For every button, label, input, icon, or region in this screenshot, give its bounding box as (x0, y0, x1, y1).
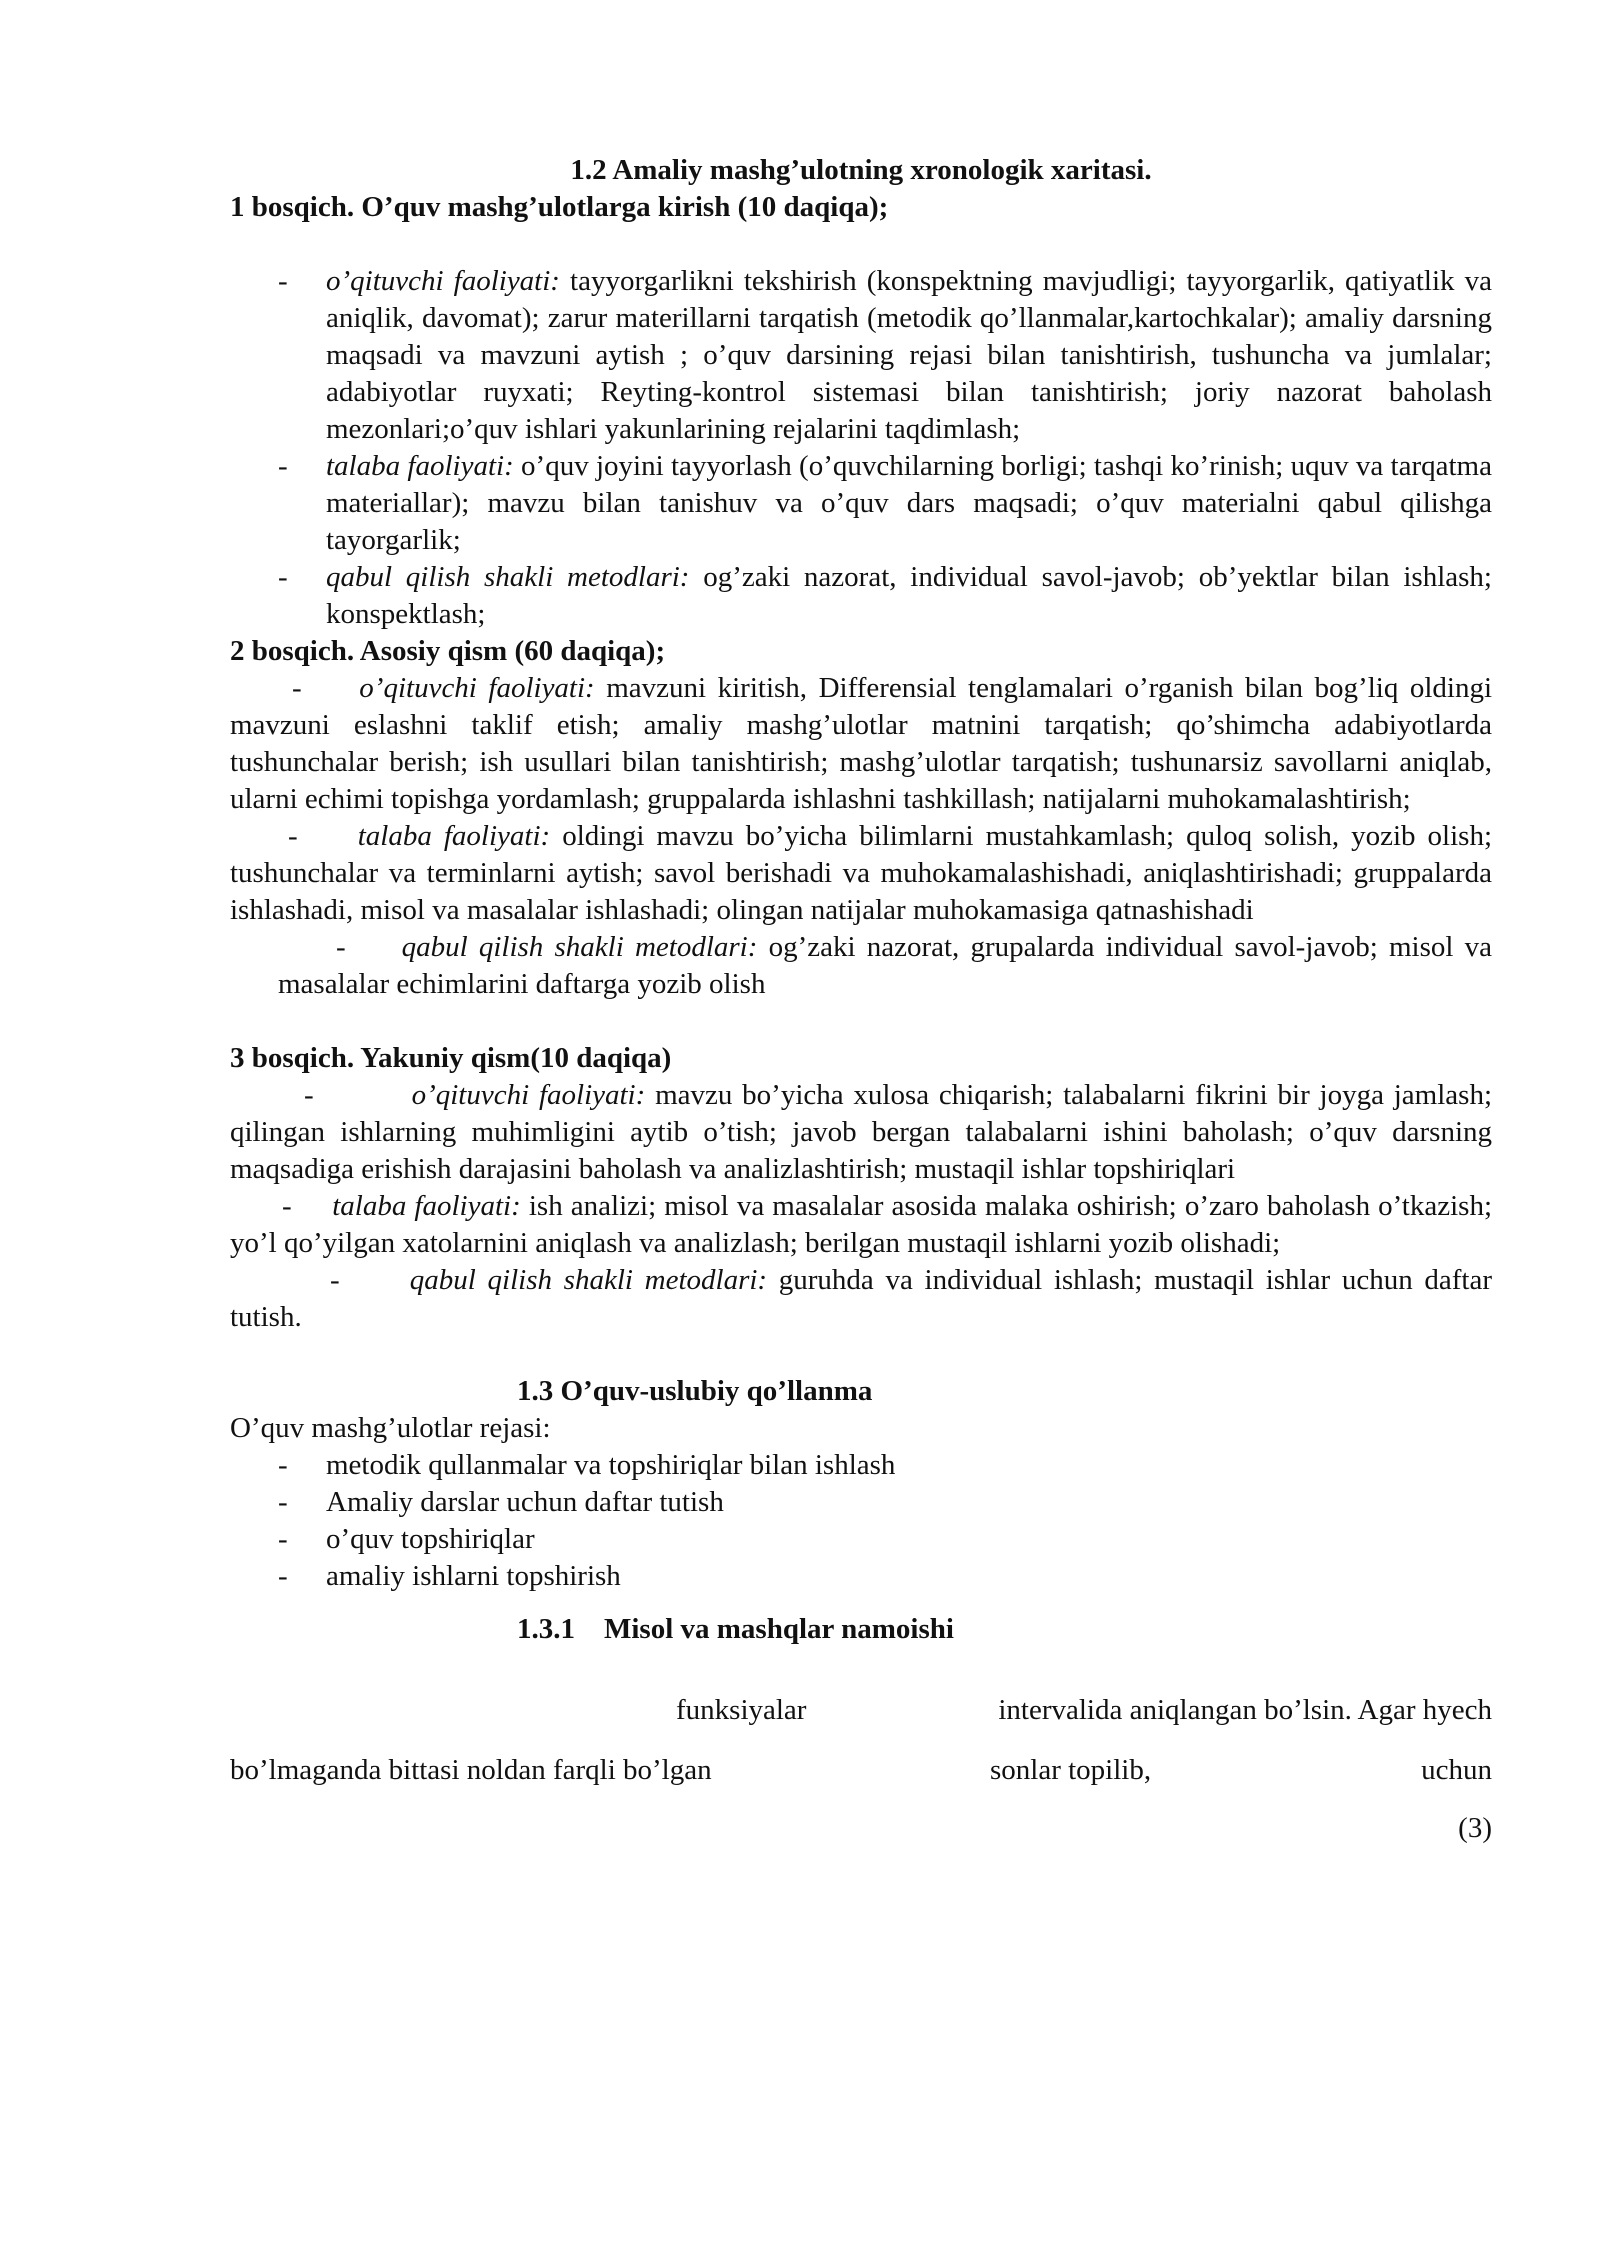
example-line-1 (230, 1692, 1492, 1729)
stage3-item-methods (230, 1262, 1492, 1336)
item-label: qabul qilish shakli metodlari: (409, 1264, 768, 1296)
section-title: Misol va mashqlar namoishi (604, 1613, 954, 1645)
dash-marker: - (304, 1079, 314, 1111)
dash-marker: - (278, 1486, 288, 1518)
item-label: qabul qilish shakli metodlari: (326, 561, 690, 593)
item-label: talaba faoliyati: (326, 450, 514, 482)
plan-item (230, 1558, 1492, 1595)
dash-marker: - (278, 1523, 288, 1555)
item-text: tayyorgarlikni tekshirish (konspektning mavjudligi; tayyorgarlik, qatiyatlik va aniqlik, davomat); zarur materillarni tarqatish (metodik qo’llanmalar,kartochkalar); amaliy darsning maqsadi va mavzuni aytish ; o’quv darsining rejasi bilan tanishtirish, tushuncha va jumlalar; adabiyotlar ruyxati; Reyting-kontrol sistemasi bilan tanishtirish; joriy nazorat baholash mezonlari;o’quv ishlari yakunlarining rejalarini taqdimlash; (326, 265, 1492, 445)
dash-marker: - (292, 672, 302, 704)
stage2-item-methods (230, 929, 1492, 1003)
plan-item (230, 1447, 1492, 1484)
example-line-2 (230, 1752, 1492, 1789)
item-label: talaba faoliyati: (332, 1190, 521, 1222)
section-1-3-1-title (517, 1611, 1492, 1648)
text-fragment: bo’lmaganda bittasi noldan farqli bo’lgan (230, 1754, 712, 1786)
section-1-2-title: 1.2 Amaliy mashg’ulotning xronologik xaritasi. (570, 154, 1152, 186)
document-page (230, 152, 1492, 1847)
item-label: o’qituvchi faoliyati: (326, 265, 560, 297)
text-fragment: intervalida aniqlangan bo’lsin. Agar hyech (998, 1694, 1492, 1726)
dash-marker: - (278, 450, 288, 482)
plan-item-text: metodik qullanmalar va topshiriqlar bilan ishlash (326, 1449, 896, 1481)
stage1-list (230, 263, 1492, 633)
item-text: guruhda va individual ishlash; mustaqil ishlar uchun daftar tutish. (230, 1264, 1492, 1333)
text-fragment: uchun (1421, 1754, 1492, 1786)
spacer (230, 1648, 1492, 1692)
item-label: talaba faoliyati: (357, 820, 551, 852)
spacer (230, 226, 1492, 263)
dash-marker: - (282, 1190, 292, 1222)
stage1-item-student (230, 448, 1492, 559)
spacer (230, 1595, 1492, 1611)
dash-marker: - (278, 561, 288, 593)
text-fragment: funksiyalar (676, 1694, 807, 1726)
item-text: ish analizi; misol va masalalar asosida malaka oshirish; o’zaro baholash o’tkazish; yo’l qo’yilgan xatolarnini aniqlash va analizlash; berilgan mustaqil ishlarni yozib olishadi; (230, 1190, 1493, 1259)
stage1-item-teacher (230, 263, 1492, 448)
dash-marker: - (288, 820, 298, 852)
text-fragment: sonlar topilib, (990, 1754, 1152, 1786)
stage3-heading: 3 bosqich. Yakuniy qism(10 daqiqa) (230, 1042, 672, 1074)
stage1-heading: 1 bosqich. O’quv mashg’ulotlarga kirish (10 daqiqa); (230, 191, 889, 223)
item-label: qabul qilish shakli metodlari: (401, 931, 758, 963)
dash-marker: - (278, 1560, 288, 1592)
spacer (230, 1003, 1492, 1040)
item-text: oldingi mavzu bo’yicha bilimlarni mustahkamlash; quloq solish, yozib olish; tushunchalar va terminlarni aytish; savol berishadi va muhokamalashishadi, aniqlashtirishadi; gruppalarda ishlashadi, misol va masalalar ishlashadi; olingan natijalar muhokamasiga qatnashishadi (230, 820, 1492, 926)
stage2-item-teacher (230, 670, 1492, 818)
stage2-item-student (230, 818, 1492, 929)
equation-number: (3) (1458, 1812, 1492, 1844)
item-label: o’qituvchi faoliyati: (359, 672, 595, 704)
dash-marker: - (336, 931, 346, 963)
plan-item-text: Amaliy darslar uchun daftar tutish (326, 1486, 724, 1518)
plan-item-text: o’quv topshiriqlar (326, 1523, 535, 1555)
spacer (230, 1789, 1492, 1810)
spacer (230, 1729, 1492, 1752)
plan-item (230, 1521, 1492, 1558)
plan-list (230, 1447, 1492, 1595)
stage2-heading: 2 bosqich. Asosiy qism (60 daqiqa); (230, 635, 666, 667)
stage1-item-methods (230, 559, 1492, 633)
stage3-item-student (230, 1188, 1492, 1262)
spacer (230, 1336, 1492, 1373)
dash-marker: - (330, 1264, 340, 1296)
plan-item (230, 1484, 1492, 1521)
item-text: o’quv joyini tayyorlash (o’quvchilarning borligi; tashqi ko’rinish; uquv va tarqatma materiallar); mavzu bilan tanishuv va o’quv dars maqsadi; o’quv materialni qabul qilishga tayorgarlik; (326, 450, 1492, 556)
equation-number-row (230, 1810, 1492, 1847)
item-text: og’zaki nazorat, individual savol-javob; ob’yektlar bilan ishlash; konspektlash; (326, 561, 1492, 630)
stage3-item-teacher (230, 1077, 1492, 1188)
section-number: 1.3.1 (517, 1613, 575, 1645)
item-text: mavzuni kiritish, Differensial tenglamalari o’rganish bilan bog’liq oldingi mavzuni eslashni taklif etish; amaliy mashg’ulotlar matnini tarqatish; qo’shimcha adabiyotlarda tushunchalar berish; ish usullari bilan tanishtirish; mashg’ulotlar tarqatish; tushunarsiz savollarni aniqlab, ularni echimi topishga yordamlash; gruppalarda ishlashni tashkillash; natijalarni muhokamalashtirish; (230, 672, 1493, 815)
section-1-3-title: 1.3 O’quv-uslubiy qo’llanma (517, 1375, 873, 1407)
item-text: mavzu bo’yicha xulosa chiqarish; talabalarni fikrini bir joyga jamlash; qilingan ishlarning muhimligini aytib o’tish; javob bergan talabalarni ishini baholash; o’quv darsning maqsadiga erishish darajasini baholash va analizlashtirish; mustaqil ishlar topshiriqlari (230, 1079, 1492, 1185)
item-text: og’zaki nazorat, grupalarda individual savol-javob; misol va masalalar echimlarini daftarga yozib olish (278, 931, 1493, 1000)
section-1-3-intro: O’quv mashg’ulotlar rejasi: (230, 1412, 551, 1444)
dash-marker: - (278, 265, 288, 297)
item-label: o’qituvchi faoliyati: (411, 1079, 646, 1111)
plan-item-text: amaliy ishlarni topshirish (326, 1560, 621, 1592)
dash-marker: - (278, 1449, 288, 1481)
